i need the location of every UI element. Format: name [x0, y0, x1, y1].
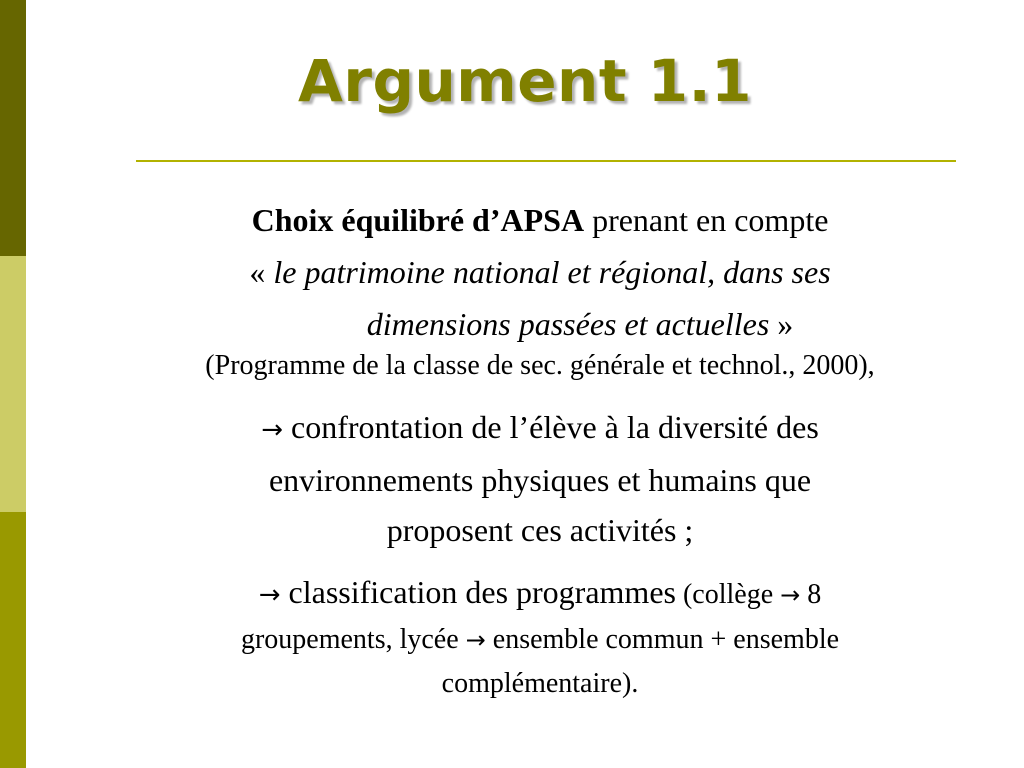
- side-bar-bottom: [0, 512, 26, 768]
- paragraph-classification: [60, 569, 1020, 706]
- italic-quote: le patrimoine national et régional, dans ses: [273, 254, 831, 290]
- slide-title: Argument 1.1: [297, 47, 753, 115]
- slide-body: [60, 194, 1020, 706]
- paragraph-line: [60, 298, 1020, 350]
- paragraph-line: proposent ces activités ;: [386, 512, 694, 548]
- paragraph-line: [60, 402, 1020, 455]
- side-bar-top: [0, 0, 26, 256]
- paragraph-line: [60, 246, 1020, 298]
- arrow-right-icon: →: [465, 626, 486, 654]
- text-span: classification des programmes: [280, 574, 676, 610]
- text-span: ensemble commun + ensemble: [485, 624, 840, 655]
- arrow-right-icon: →: [258, 580, 281, 610]
- title-divider: [136, 160, 956, 162]
- quote-open: «: [249, 254, 274, 290]
- text-span: 8: [800, 579, 822, 610]
- arrow-right-icon: →: [261, 415, 283, 445]
- paragraph-line: complémentaire).: [441, 668, 639, 699]
- bold-phrase: Choix équilibré d’APSA: [251, 202, 585, 238]
- text-span: groupements, lycée: [240, 624, 466, 655]
- paragraph-apsa-choice: [60, 194, 1020, 350]
- paragraph-line: environnements physiques et humains que: [268, 462, 812, 498]
- text-span: confrontation de l’élève à la diversité des: [283, 409, 819, 445]
- paragraph-confrontation: [60, 402, 1020, 555]
- paragraph-line: [60, 618, 1020, 662]
- paragraph-line: [60, 569, 1020, 618]
- quote-close: »: [769, 306, 794, 342]
- paragraph-line: [60, 194, 1020, 246]
- text-span: prenant en compte: [584, 202, 829, 238]
- source-citation: (Programme de la classe de sec. générale et technol., 2000),: [205, 350, 875, 381]
- text-span: (collège: [675, 579, 781, 610]
- side-bar-middle: [0, 256, 26, 512]
- arrow-right-icon: →: [780, 581, 801, 609]
- italic-quote: dimensions passées et actuelles: [366, 306, 770, 342]
